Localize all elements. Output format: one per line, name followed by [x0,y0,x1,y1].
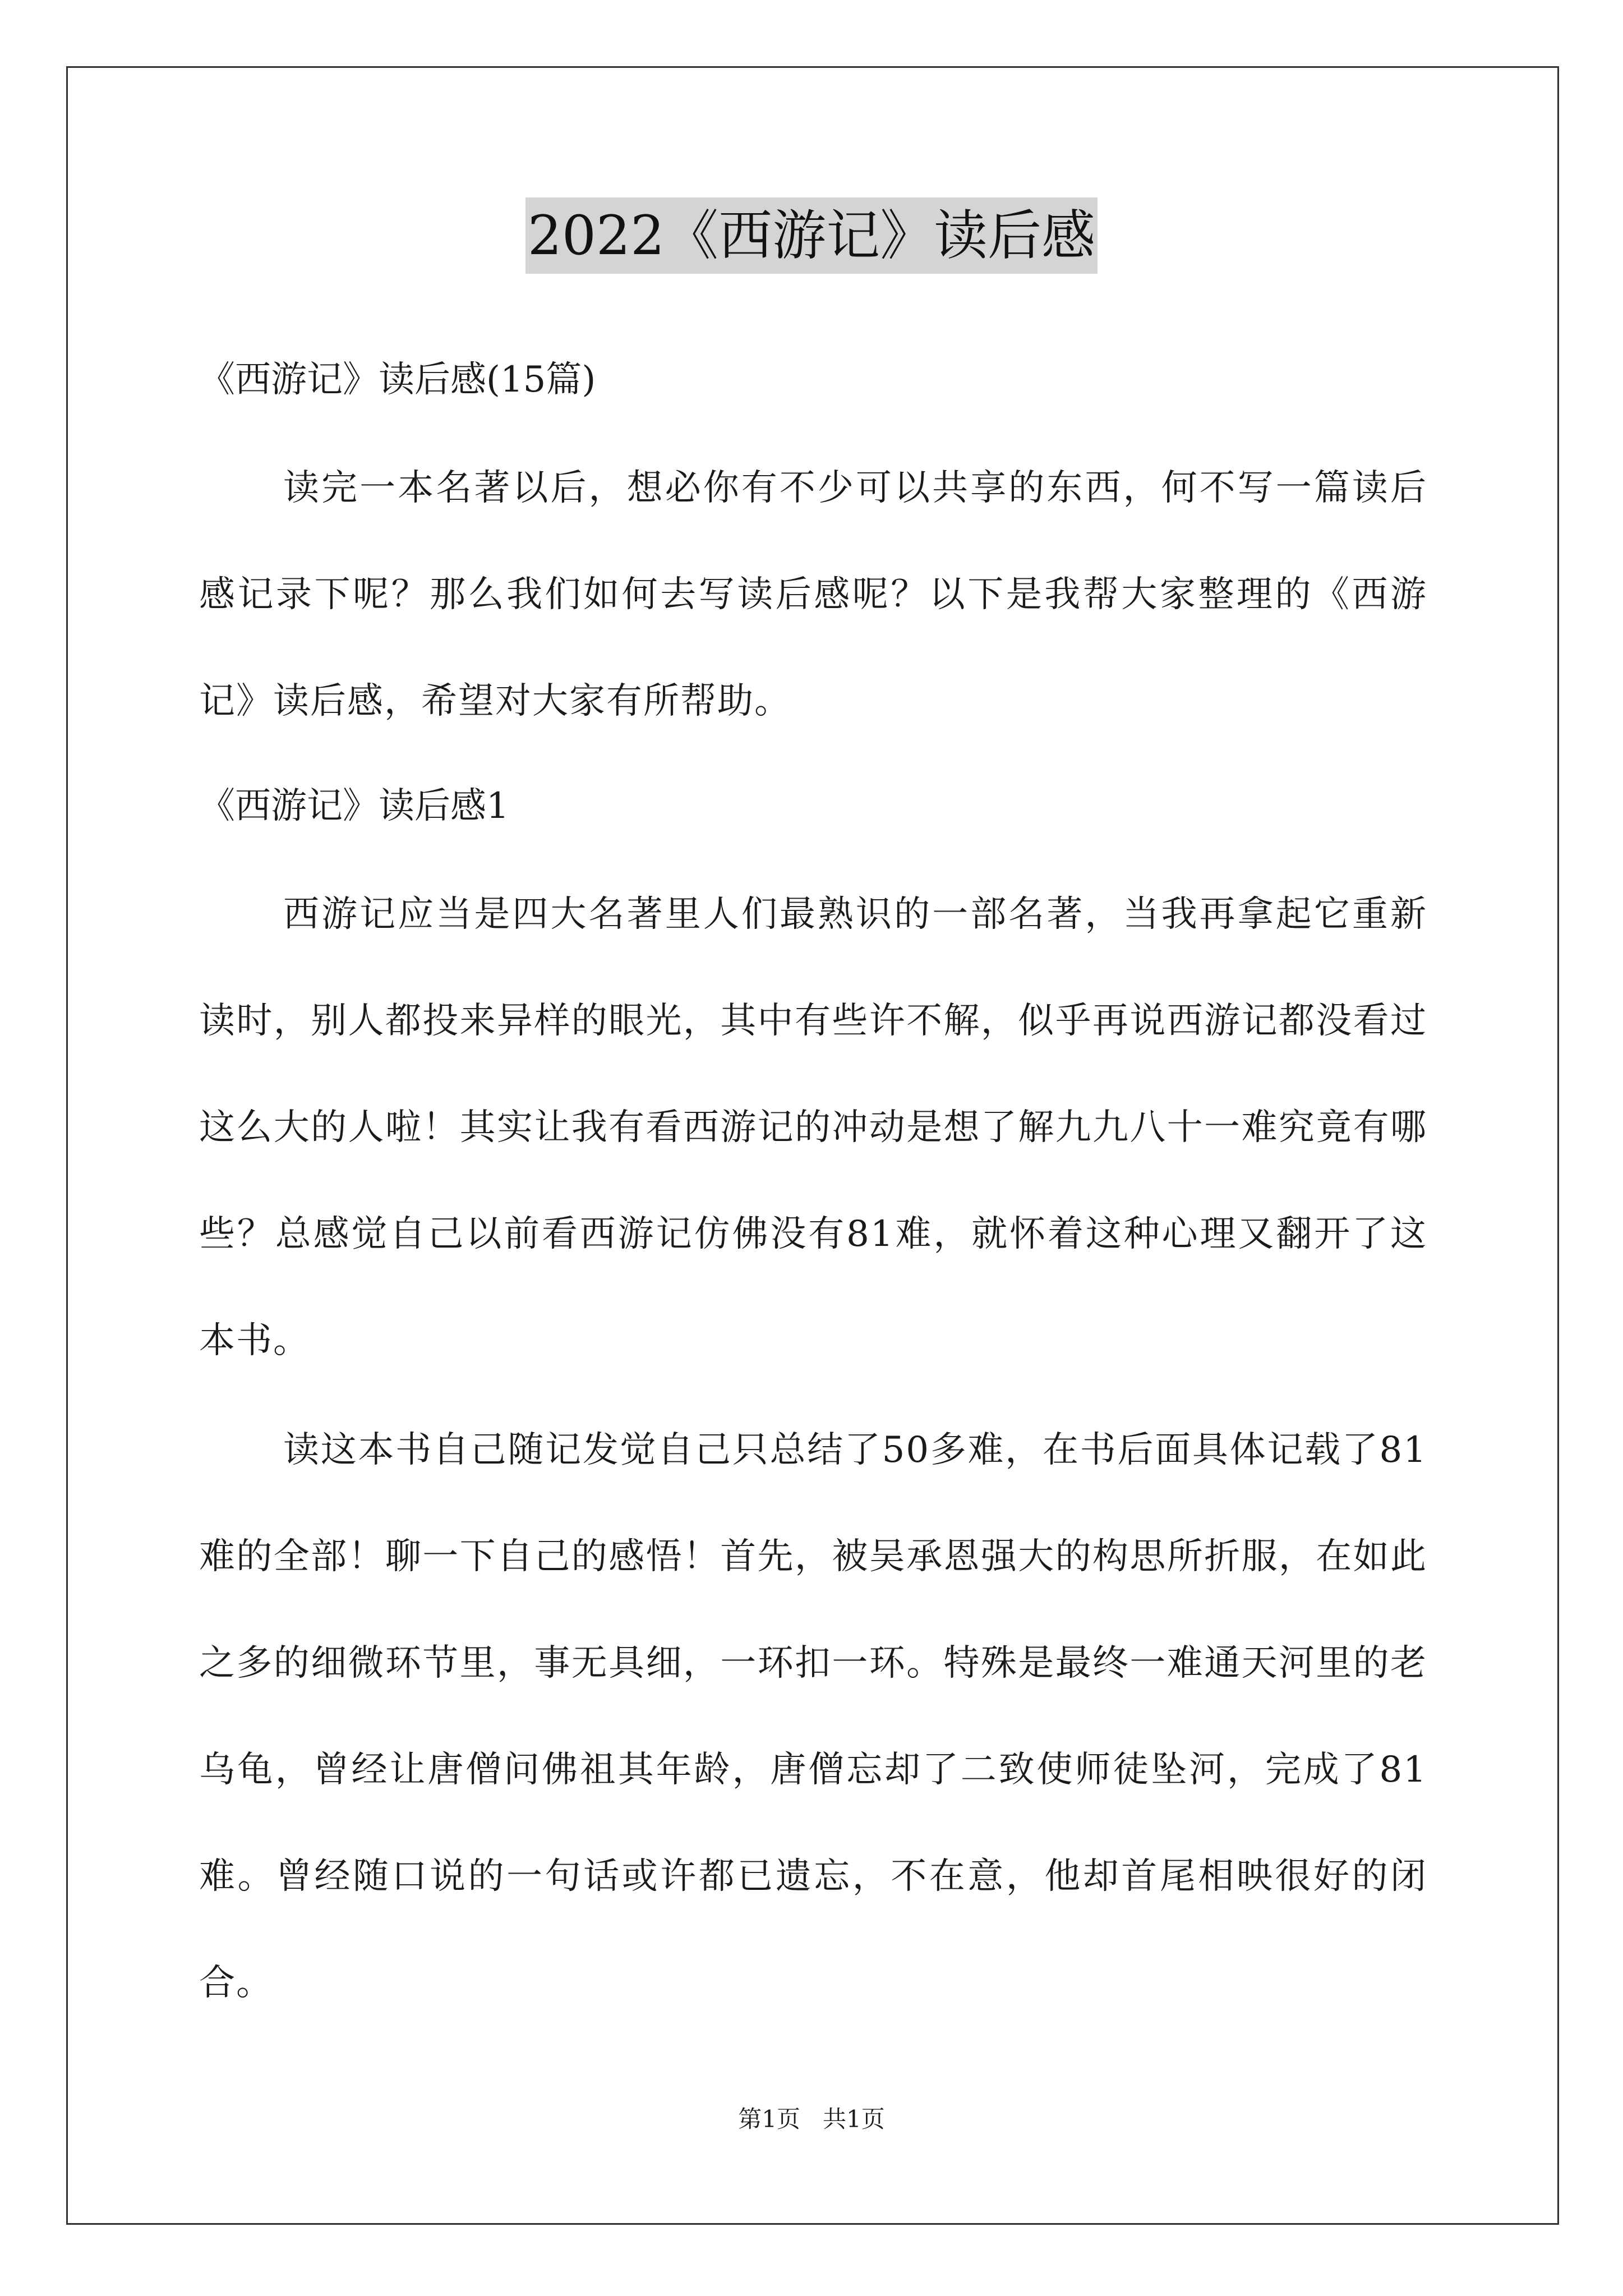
page-footer: 第1页 共1页 [738,2105,885,2133]
section-heading: 《西游记》读后感1 [199,785,509,827]
body-paragraph-2: 读这本书自己随记发觉自己只总结了50多难，在书后面具体记载了81难的全部！聊一下自己的感悟！首先，被吴承恩强大的构思所折服，在如此之多的细微环节里，事无具细，一环扣一环。特殊是最终一难通天河里的老乌龟，曾经让唐僧问佛祖其年龄，唐僧忘却了二致使师徒坠河，完成了81难。曾经随口说的一句话或许都已遗忘，不在意，他却首尾相映很好的闭合。 [199,1429,1427,2004]
intro-paragraph: 读完一本名著以后，想必你有不少可以共享的东西，何不写一篇读后感记录下呢？那么我们如何去写读后感呢？以下是我帮大家整理的《西游记》读后感，希望对大家有所帮助。 [199,467,1427,722]
body-paragraph-1: 西游记应当是四大名著里人们最熟识的一部名著，当我再拿起它重新读时，别人都投来异样的眼光，其中有些许不解，似乎再说西游记都没看过这么大的人啦！其实让我有看西游记的冲动是想了解九九八十一难究竟有哪些？总感觉自己以前看西游记仿佛没有81难，就怀着这种心理又翻开了这本书。 [199,894,1427,1361]
document-subtitle: 《西游记》读后感(15篇) [199,359,596,401]
title-container [0,197,1623,274]
document-title: 2022《西游记》读后感 [525,197,1098,274]
